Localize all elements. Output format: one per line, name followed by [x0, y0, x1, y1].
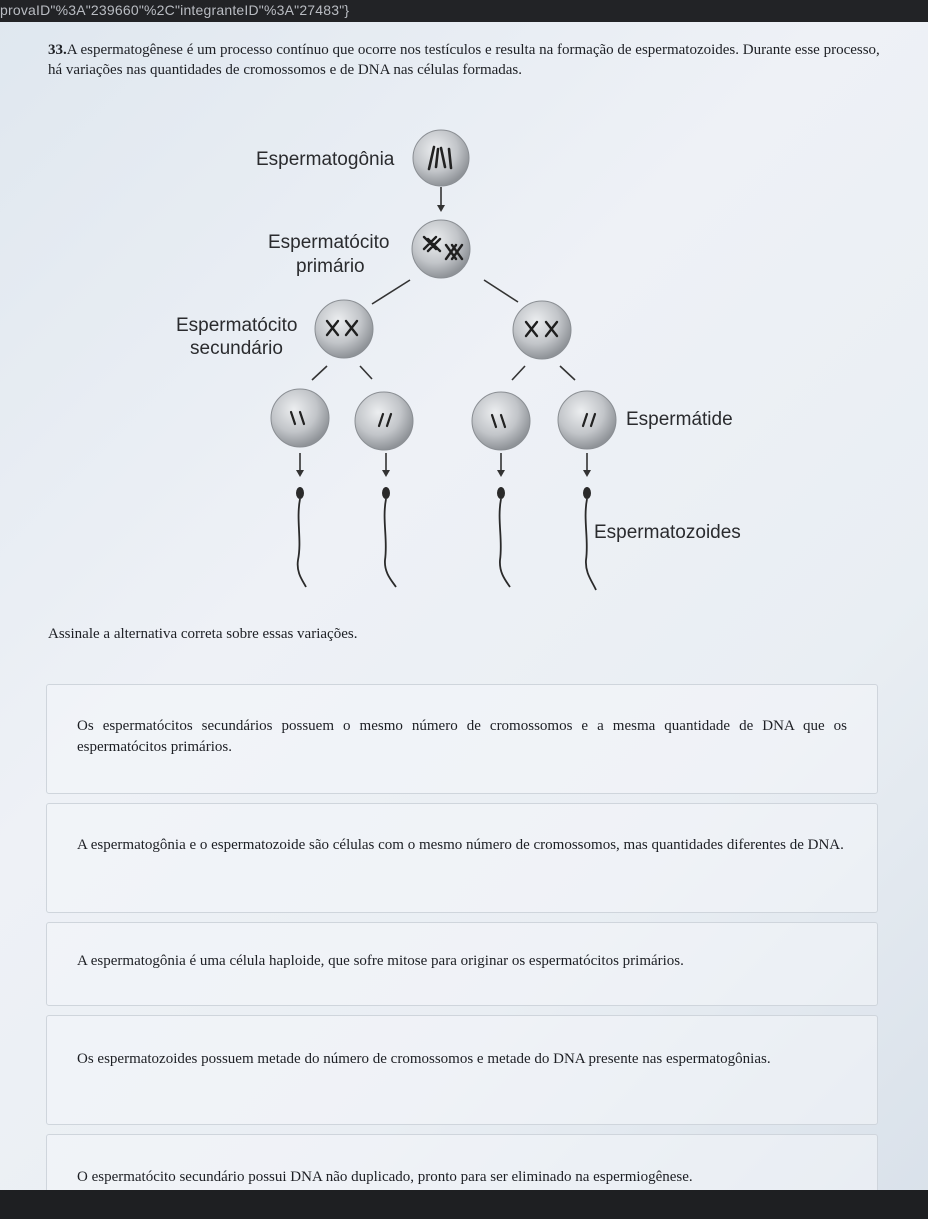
cell-spermatid-3: [472, 392, 530, 450]
label-primary-1: Espermatócito: [268, 232, 390, 253]
arrow-2d: [560, 366, 575, 380]
label-spermatid: Espermátide: [626, 409, 733, 430]
cell-secondary-spermatocyte-left: [315, 300, 373, 358]
sperm-2: [382, 487, 396, 587]
label-primary-2: primário: [296, 256, 365, 277]
question-text: A espermatogênese é um processo contínuo que ocorre nos testículos e resulta na formação de espermatozoides. Durante esse processo, há variações nas quantidades de cromossomos e de DNA nas células formadas.: [48, 42, 880, 78]
cell-primary-spermatocyte: [412, 220, 470, 278]
browser-url-bar[interactable]: [0, 0, 928, 22]
arrowhead-1: [437, 205, 445, 212]
label-secondary-2: secundário: [190, 338, 283, 359]
cell-spermatid-1: [271, 389, 329, 447]
answer-option-c[interactable]: [46, 922, 878, 1006]
cell-spermatid-2: [355, 392, 413, 450]
arrowheads-to-sperm: [296, 470, 591, 477]
arrow-right-1: [484, 280, 518, 302]
answer-option-text: Os espermatozoides possuem metade do número de cromossomos e metade do DNA presente nas espermatogônias.: [77, 1051, 771, 1067]
question-number: 33.: [48, 42, 67, 58]
arrow-2a: [312, 366, 327, 380]
cell-spermatid-4: [558, 391, 616, 449]
cell-secondary-spermatocyte-right: [513, 301, 571, 359]
label-spermatozoa: Espermatozoides: [594, 522, 741, 543]
answer-option-b[interactable]: [46, 803, 878, 913]
sperm-1: [296, 487, 306, 587]
question-statement: [48, 40, 880, 80]
url-text: provaID"%3A"239660"%2C"integranteID"%3A"27483"}: [0, 2, 350, 18]
screen-bottom-bezel: [0, 1190, 928, 1219]
answer-option-text: A espermatogônia e o espermatozoide são células com o mesmo número de cromossomos, mas quantidades diferentes de DNA.: [77, 837, 844, 853]
arrow-left-1: [372, 280, 410, 304]
cell-spermatogonia: [413, 130, 469, 186]
arrow-2c: [512, 366, 525, 380]
arrows-to-sperm: [300, 453, 587, 473]
answer-option-a[interactable]: [46, 684, 878, 794]
answer-option-text: O espermatócito secundário possui DNA não duplicado, pronto para ser eliminado na espermiogênese.: [77, 1169, 693, 1185]
answer-option-d[interactable]: [46, 1015, 878, 1125]
spermatogenesis-diagram: [0, 115, 928, 595]
arrow-2b: [360, 366, 372, 379]
label-secondary-1: Espermatócito: [176, 315, 298, 336]
question-prompt: Assinale a alternativa correta sobre essas variações.: [48, 626, 358, 642]
sperm-3: [497, 487, 510, 587]
answer-option-text: A espermatogônia é uma célula haploide, que sofre mitose para originar os espermatócitos primários.: [77, 953, 684, 969]
answer-option-text: Os espermatócitos secundários possuem o mesmo número de cromossomos e a mesma quantidade de DNA que os espermatócitos primários.: [77, 718, 847, 755]
label-spermatogonia: Espermatogônia: [256, 149, 395, 170]
